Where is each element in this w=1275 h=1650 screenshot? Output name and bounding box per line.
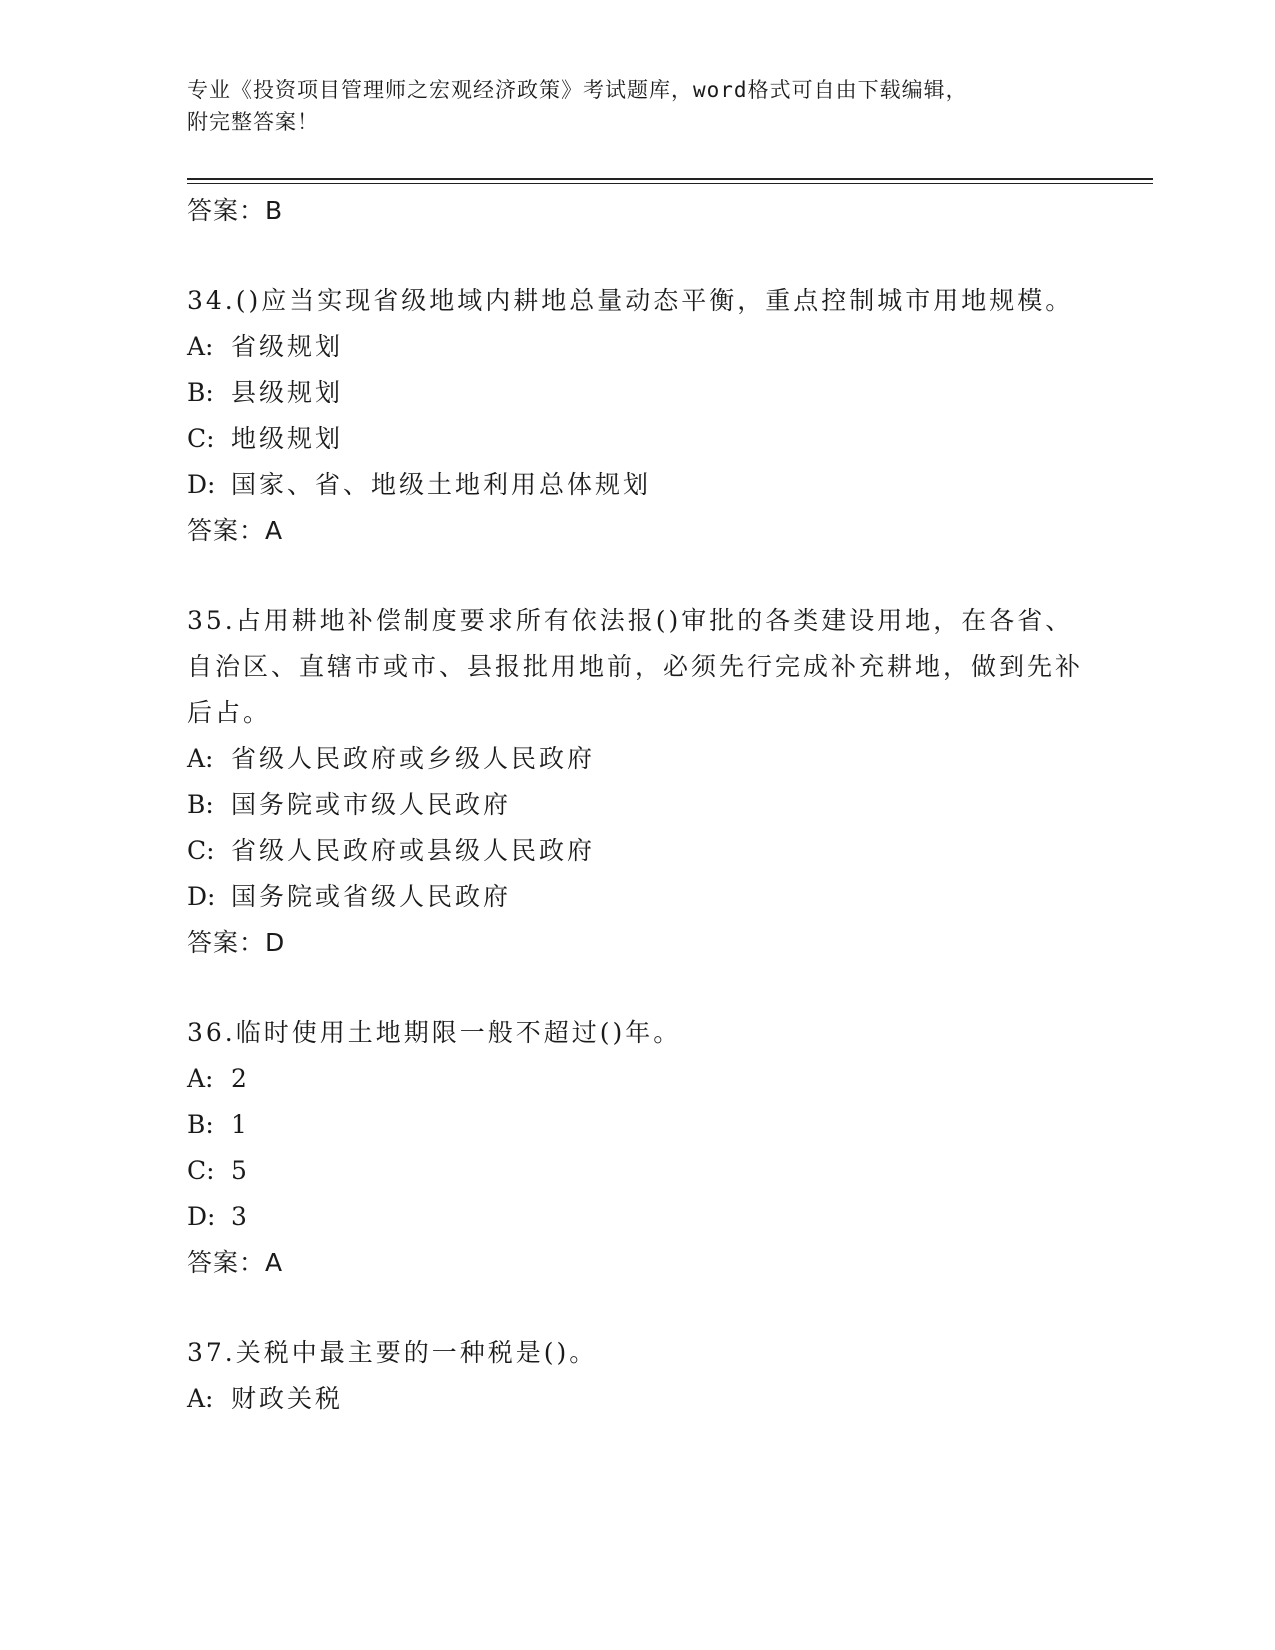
option-text: 3 [231,1202,250,1231]
question-item [187,598,1087,966]
document-header [187,74,1067,138]
option-item [187,782,1087,828]
option-letter: A: [187,332,214,361]
option-text: 财政关税 [231,1384,344,1413]
answer-line: 答案：A [187,516,284,545]
question-item [187,278,1087,554]
option-item [187,736,1087,782]
question-item [187,1010,1087,1286]
option-letter: B: [187,790,214,819]
option-text: 1 [231,1110,250,1139]
option-letter: B: [187,1110,214,1139]
option-item [187,324,1087,370]
option-item [187,874,1087,920]
option-letter: D: [187,882,216,911]
option-letter: D: [187,1202,216,1231]
option-text: 国家、省、地级土地利用总体规划 [231,470,652,499]
answer-line: 答案：A [187,1248,284,1277]
option-text: 国务院或省级人民政府 [231,882,512,911]
option-letter: D: [187,470,216,499]
option-item [187,1376,1087,1422]
question-list [187,188,1087,1422]
option-text: 县级规划 [231,378,344,407]
option-item [187,828,1087,874]
option-item [187,370,1087,416]
option-item [187,1148,1087,1194]
option-letter: B: [187,378,214,407]
option-letter: A: [187,1064,214,1093]
option-item [187,1194,1087,1240]
option-item [187,1102,1087,1148]
question-text: 34.()应当实现省级地域内耕地总量动态平衡，重点控制城市用地规模。 [187,286,1074,315]
option-item [187,416,1087,462]
header-divider [187,178,1153,184]
option-text: 5 [231,1156,250,1185]
answer-line: 答案：B [187,196,284,225]
option-letter: C: [187,836,215,865]
option-text: 地级规划 [231,424,344,453]
option-text: 省级规划 [231,332,344,361]
option-item [187,1056,1087,1102]
question-text: 37.关税中最主要的一种税是()。 [187,1338,598,1367]
option-text: 2 [231,1064,250,1093]
option-letter: C: [187,1156,215,1185]
answer-line: 答案：D [187,928,286,957]
option-letter: A: [187,1384,214,1413]
question-item [187,1330,1087,1422]
question-text: 35.占用耕地补偿制度要求所有依法报()审批的各类建设用地，在各省、自治区、直辖市或市、县报批用地前，必须先行完成补充耕地，做到先补后占。 [187,606,1084,727]
header-line-2: 附完整答案！ [187,110,319,134]
option-item [187,462,1087,508]
question-text: 36.临时使用土地期限一般不超过()年。 [187,1018,682,1047]
header-line-1: 专业《投资项目管理师之宏观经济政策》考试题库，word格式可自由下载编辑， [187,78,968,102]
option-text: 省级人民政府或乡级人民政府 [231,744,596,773]
option-text: 国务院或市级人民政府 [231,790,512,819]
option-text: 省级人民政府或县级人民政府 [231,836,596,865]
option-letter: A: [187,744,214,773]
option-letter: C: [187,424,215,453]
